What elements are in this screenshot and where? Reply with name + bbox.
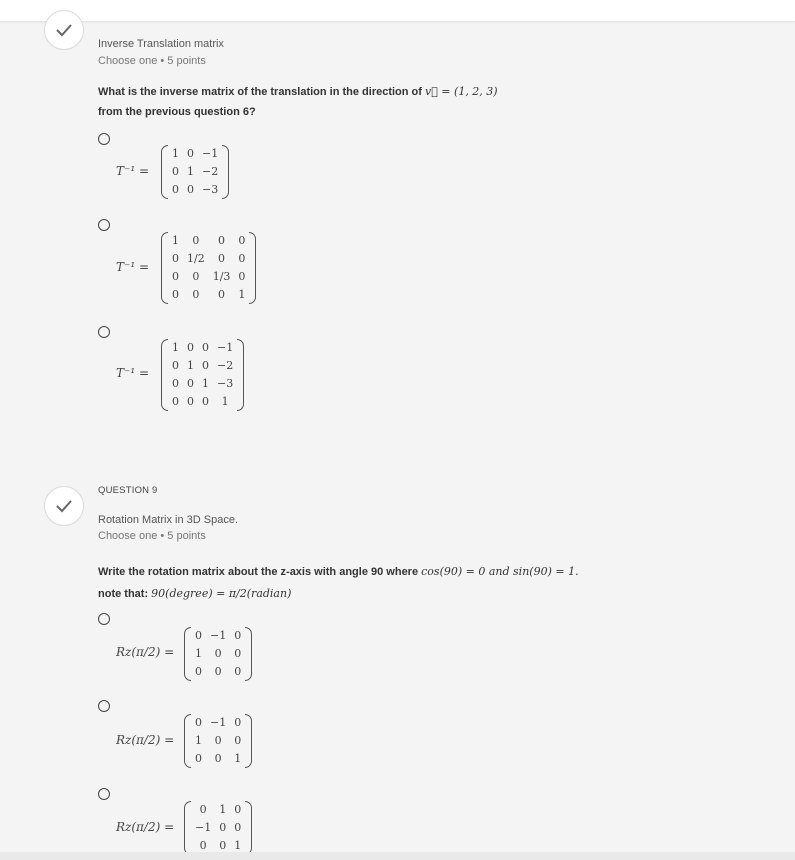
- question-text-line2: from the previous question 6?: [98, 106, 256, 118]
- option-lhs: Rz(π/2) =: [116, 820, 175, 834]
- question-title: Inverse Translation matrix: [98, 38, 224, 50]
- matrix: [161, 339, 244, 411]
- matrix-table: 0 −1 0 1 0 0 0 0 1: [195, 716, 242, 765]
- right-paren: [245, 627, 252, 681]
- option-radio[interactable]: [98, 613, 110, 625]
- option-radio[interactable]: [98, 219, 110, 231]
- left-paren: [184, 627, 191, 681]
- option-lhs: Rz(π/2) =: [116, 733, 175, 747]
- option-radio[interactable]: [98, 326, 110, 338]
- left-paren: [184, 801, 191, 855]
- option-radio[interactable]: [98, 788, 110, 800]
- question-note: note that: 90(degree) = π/2(radian): [98, 587, 292, 600]
- right-paren: [249, 232, 256, 304]
- answered-check-icon: [44, 10, 84, 50]
- option-lhs: Rz(π/2) =: [116, 645, 175, 659]
- option-radio[interactable]: [98, 133, 110, 145]
- option-lhs: T⁻¹ =: [116, 164, 150, 178]
- question-meta: Choose one • 5 points: [98, 530, 206, 542]
- matrix: [184, 627, 252, 681]
- matrix: [161, 145, 229, 199]
- question-meta: Choose one • 5 points: [98, 55, 206, 67]
- matrix-table: 1 0 0 −1 0 1 0 −2 0 0 1 −3 0 0 0 1: [172, 341, 234, 408]
- option-radio[interactable]: [98, 700, 110, 712]
- matrix: [184, 714, 252, 768]
- right-paren: [245, 714, 252, 768]
- question-title: Rotation Matrix in 3D Space.: [98, 514, 239, 526]
- right-paren: [237, 339, 244, 411]
- question-text: Write the rotation matrix about the z-axis with angle 90 where cos(90) = 0 and sin(90) = 1.: [98, 565, 579, 578]
- left-paren: [161, 232, 168, 304]
- matrix-table: 0 −1 0 1 0 0 0 0 0: [195, 629, 242, 678]
- question-number: QUESTION 9: [98, 485, 158, 496]
- right-paren: [245, 801, 252, 855]
- matrix-table: 0 1 0 −1 0 0 0 0 1: [195, 803, 242, 852]
- option-lhs: T⁻¹ =: [116, 260, 150, 274]
- matrix-table: 1 0 −1 0 1 −2 0 0 −3: [172, 147, 219, 196]
- question-text: What is the inverse matrix of the translation in the direction of v⃗ = (1, 2, 3): [98, 85, 498, 98]
- left-paren: [161, 339, 168, 411]
- matrix: [184, 801, 252, 855]
- option-lhs: T⁻¹ =: [116, 366, 150, 380]
- matrix-table: 1 0 0 0 0 1/2 0 0 0 0 1/3 0 0 0 0 1: [172, 234, 246, 301]
- left-paren: [184, 714, 191, 768]
- answered-check-icon: [44, 486, 84, 526]
- left-paren: [161, 145, 168, 199]
- right-paren: [222, 145, 229, 199]
- matrix: [161, 232, 256, 304]
- top-bar: [0, 0, 795, 22]
- bottom-bar: [0, 852, 795, 860]
